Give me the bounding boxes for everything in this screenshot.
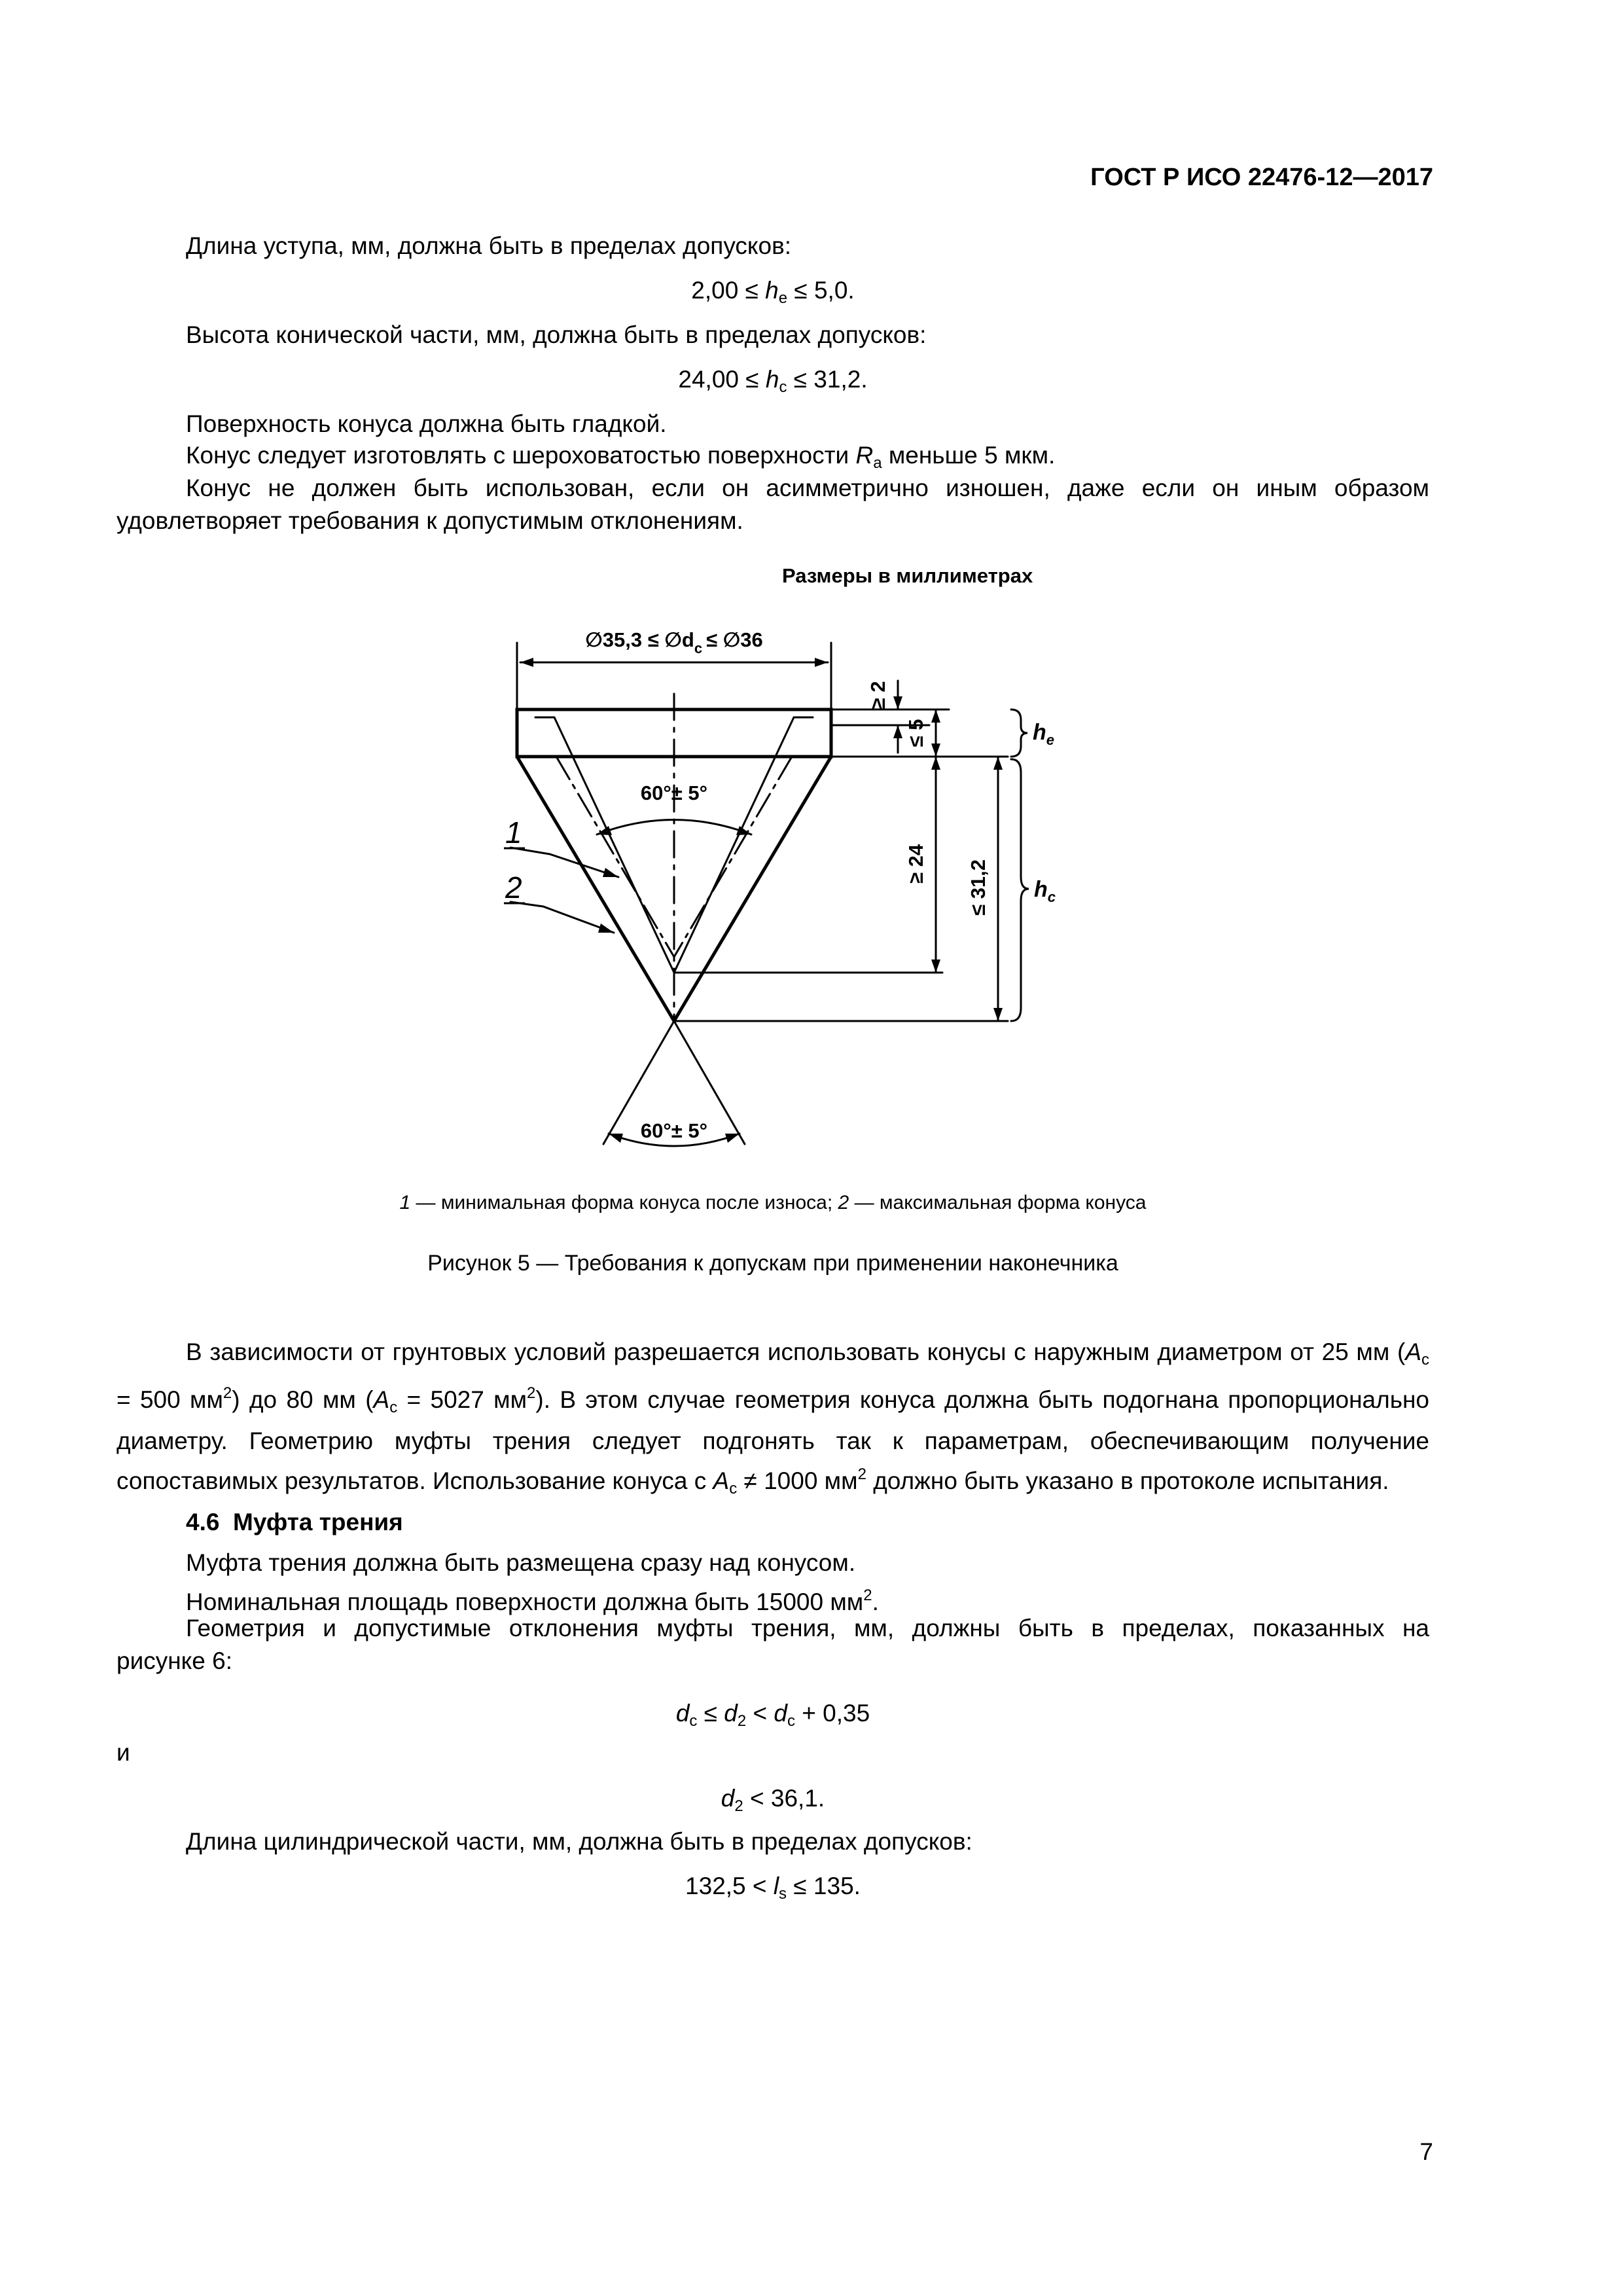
paragraph-asymmetric-line2: удовлетворяет требования к допустимым отклонениям. <box>116 507 743 534</box>
paragraph-cone-diameters: В зависимости от грунтовых условий разрешается использовать конусы с наружным диаметром от 25 мм ($A_c = 500$ $мм^2$) до 80 мм ($A_c = 5027$ $мм^2$). В этом случае геометрия конуса должна быть подогнана пропорционально диаметру. Геометрию муфты трения следует подгонять так к параметрам, обеспечивающим получение сопоставимых результатов. Использование конуса с $A_c \ne 1000$ $мм^2$ должно быть указано в протоколе испытания. <box>116 1338 1429 1498</box>
formula-ls: $132,5 < l_s \le 135$. <box>685 1873 861 1903</box>
arrow-ge24-bottom <box>931 960 940 973</box>
dim-le5-label: ≤ 5 <box>904 719 927 747</box>
arrow-ge2-top <box>893 696 902 709</box>
he-label: $h_e$ <box>1033 720 1055 748</box>
figure-units-note: Размеры в миллиметрах <box>782 564 1033 587</box>
arrow-ge24-top <box>931 757 940 770</box>
formula-d2-range: $d_c \le d_2 < d_c + 0,35$ <box>675 1700 870 1730</box>
callout-2-label: 2 <box>505 870 522 905</box>
brace-hc <box>1011 759 1029 1021</box>
arrow-le5-bottom <box>931 744 940 757</box>
arrow-le31-top <box>993 757 1003 770</box>
arrow-diam-right <box>815 658 828 667</box>
section-heading-4-6: 4.6 Муфта трения <box>186 1509 403 1535</box>
arrow-callout-1 <box>603 868 618 877</box>
callout-leader-1 <box>510 848 618 877</box>
arrow-angle-bottom-left <box>609 1134 623 1143</box>
paragraph-nominal-area: Номинальная площадь поверхности должна быть 15000 $мм^2$. <box>186 1587 879 1615</box>
arrow-angle-bottom-right <box>725 1134 740 1143</box>
arrow-callout-2 <box>598 924 614 933</box>
formula-d2-max: $d_2 < 36,1$. <box>721 1785 825 1815</box>
arrow-le5-top <box>931 709 940 723</box>
formula-he: $2,00 \le h_e \le 5,0$. <box>691 277 855 307</box>
dim-le31-label: ≤ 31,2 <box>967 859 990 916</box>
paragraph-step-length: Длина уступа, мм, должна быть в пределах допусков: <box>186 232 792 259</box>
document-standard-id: ГОСТ Р ИСО 22476-12—2017 <box>1090 164 1433 191</box>
paragraph-geometry-line1: Геометрия и допустимые отклонения муфты трения, мм, должны быть в пределах, показанных на <box>186 1615 1429 1641</box>
page-number: 7 <box>1419 2138 1433 2165</box>
paragraph-asymmetric-line1: Конус не должен быть использован, если он асимметрично изношен, даже если он иным образом <box>186 475 1429 501</box>
figure-caption: Рисунок 5 — Требования к допускам при применении наконечника <box>427 1251 1118 1276</box>
paragraph-cylinder-length: Длина цилиндрической части, мм, должна быть в пределах допусков: <box>186 1828 972 1855</box>
callout-1-label: 1 <box>505 816 522 850</box>
paragraph-sleeve-position: Муфта трения должна быть размещена сразу над конусом. <box>186 1549 856 1576</box>
brace-he <box>1011 709 1027 757</box>
callout-leader-2 <box>510 902 614 933</box>
paragraph-geometry-line2: рисунке 6: <box>116 1647 232 1674</box>
arrow-diam-left <box>520 658 533 667</box>
angle-bottom-label: 60°± 5° <box>640 1119 708 1142</box>
conjunction-and: и <box>116 1739 130 1766</box>
diameter-dimension-label: ∅35,3 ≤ $\emptyset d_c$ ≤ ∅36 <box>585 628 763 656</box>
formula-hc: $24,00 \le h_c \le 31,2$. <box>678 366 868 396</box>
paragraph-roughness: Конус следует изготовлять с шероховатостью поверхности $R_a$ меньше 5 мкм. <box>186 442 1056 472</box>
angle-top-label: 60°± 5° <box>640 781 708 804</box>
arrow-ge2-bottom <box>893 725 902 738</box>
figure-legend: 1 — минимальная форма конуса после износа; 2 — максимальная форма конуса <box>399 1192 1147 1213</box>
paragraph-cone-height: Высота конической части, мм, должна быть в пределах допусков: <box>186 321 927 348</box>
paragraph-smooth-surface: Поверхность конуса должна быть гладкой. <box>186 410 667 437</box>
hc-label: $h_c$ <box>1034 877 1056 905</box>
dim-ge24-label: ≥ 24 <box>904 844 927 884</box>
arrow-angle-top-right <box>736 826 751 835</box>
arrow-angle-top-left <box>597 826 612 835</box>
dim-ge2-label: ≥ 2 <box>866 681 889 709</box>
arrow-le31-bottom <box>993 1008 1003 1021</box>
